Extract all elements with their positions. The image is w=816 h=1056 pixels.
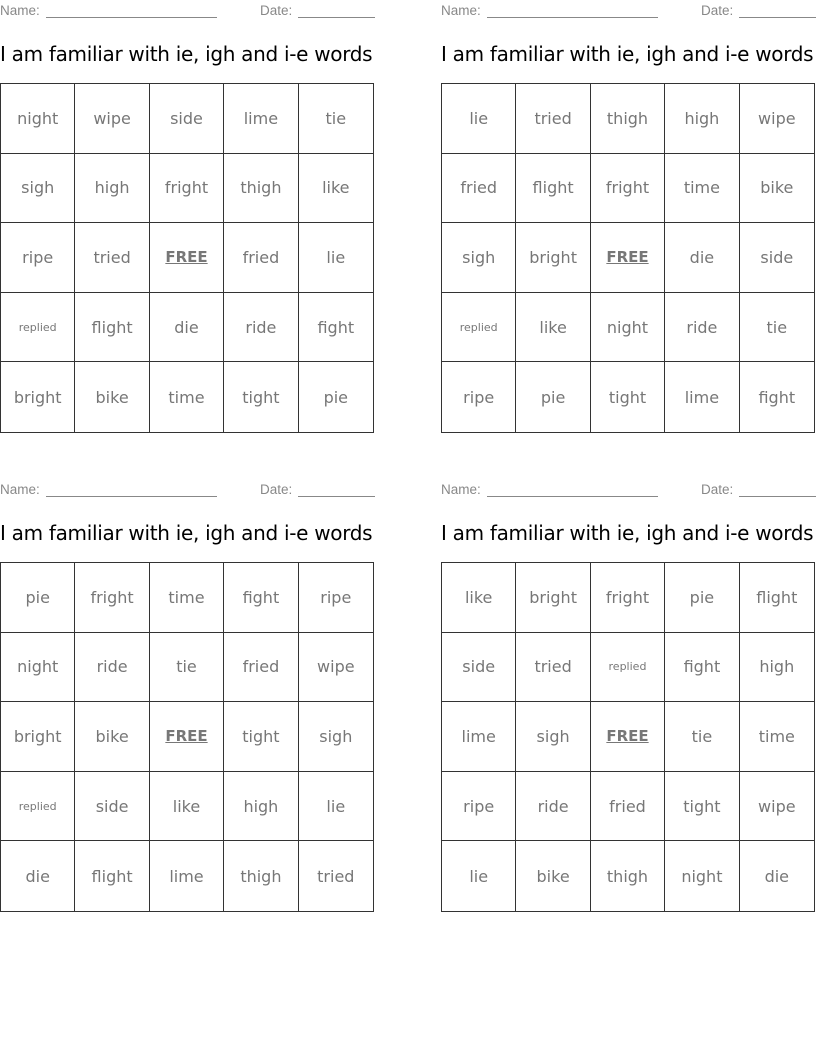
free-space-cell: FREE <box>150 223 224 293</box>
name-label: Name: <box>441 3 481 18</box>
bingo-cell: like <box>516 293 590 363</box>
bingo-cell: time <box>150 362 224 432</box>
bingo-cell: time <box>665 154 739 224</box>
bingo-cell: like <box>150 772 224 842</box>
bingo-cell: wipe <box>740 772 814 842</box>
name-label: Name: <box>441 482 481 497</box>
bingo-cell: wipe <box>299 633 373 703</box>
bingo-cell: replied <box>1 293 75 363</box>
date-blank-line <box>739 496 816 497</box>
bingo-cell: ripe <box>442 772 516 842</box>
bingo-cell: pie <box>323 387 349 407</box>
bingo-cell: flight <box>516 154 590 224</box>
bingo-cell: lime <box>150 841 224 911</box>
bingo-cell: ride <box>516 772 590 842</box>
bingo-cell: ripe <box>299 563 373 633</box>
date-label: Date: <box>701 3 734 18</box>
bingo-cell: tie <box>665 702 739 772</box>
card-header <box>441 3 816 19</box>
bingo-cell: time <box>150 563 224 633</box>
bingo-cell: bright <box>516 563 590 633</box>
bingo-cell: ripe <box>1 223 75 293</box>
bingo-cell: wipe <box>740 84 814 154</box>
bingo-cell: die <box>665 223 739 293</box>
bingo-cell: pie <box>1 563 75 633</box>
bingo-cell: side <box>740 223 814 293</box>
bingo-cell: flight <box>75 293 149 363</box>
bingo-cell: lie <box>299 223 373 293</box>
bingo-cell: thigh <box>224 841 298 911</box>
bingo-cell: thigh <box>224 154 298 224</box>
bingo-cell: side <box>442 633 516 703</box>
bingo-cell: tried <box>516 84 590 154</box>
bingo-cell: fried <box>224 633 298 703</box>
bingo-cell: thigh <box>591 84 665 154</box>
bingo-cell: flight <box>75 841 149 911</box>
bingo-cell: fried <box>591 772 665 842</box>
name-blank-line <box>487 17 658 18</box>
bingo-cell: pie <box>516 362 590 432</box>
bingo-grid <box>441 562 815 912</box>
free-space-cell: FREE <box>150 702 224 772</box>
bingo-cell: bright <box>1 702 75 772</box>
card-header <box>0 482 376 498</box>
bingo-cell: fight <box>224 563 298 633</box>
date-blank-line <box>298 496 375 497</box>
bingo-cell: tried <box>317 866 355 886</box>
bingo-cell: bike <box>75 702 149 772</box>
bingo-cell: fight <box>665 633 739 703</box>
bingo-cell: fright <box>591 563 665 633</box>
card-title: I am familiar with ie, igh and i-e words <box>0 521 373 545</box>
bingo-cell: night <box>665 841 739 911</box>
name-label: Name: <box>0 482 40 497</box>
card-title: I am familiar with ie, igh and i-e words <box>441 42 814 66</box>
bingo-cell: die <box>764 866 790 886</box>
name-blank-line <box>46 17 217 18</box>
bingo-cell: die <box>1 841 75 911</box>
bingo-cell: ride <box>665 293 739 363</box>
bingo-cell: replied <box>1 772 75 842</box>
bingo-grid <box>0 562 374 912</box>
bingo-cell: thigh <box>591 841 665 911</box>
bingo-cell: lie <box>442 84 516 154</box>
name-blank-line <box>46 496 217 497</box>
date-blank-line <box>298 17 375 18</box>
bingo-cell: fried <box>224 223 298 293</box>
bingo-cell: sigh <box>516 702 590 772</box>
bingo-cell: bike <box>740 154 814 224</box>
bingo-cell: fright <box>591 154 665 224</box>
date-label: Date: <box>260 3 293 18</box>
bingo-cell: high <box>665 84 739 154</box>
bingo-cell: replied <box>591 633 665 703</box>
bingo-cell: night <box>1 633 75 703</box>
bingo-cell: replied <box>442 293 516 363</box>
bingo-cell: pie <box>665 563 739 633</box>
bingo-cell: fright <box>150 154 224 224</box>
free-space-cell: FREE <box>591 223 665 293</box>
bingo-cell: like <box>442 563 516 633</box>
bingo-cell: lime <box>224 84 298 154</box>
bingo-cell: wipe <box>75 84 149 154</box>
bingo-cell: fright <box>75 563 149 633</box>
bingo-cell: like <box>299 154 373 224</box>
bingo-cell: sigh <box>299 702 373 772</box>
date-label: Date: <box>701 482 734 497</box>
date-blank-line <box>739 17 816 18</box>
bingo-cell: side <box>150 84 224 154</box>
bingo-cell: bright <box>1 362 75 432</box>
bingo-cell: ride <box>75 633 149 703</box>
bingo-cell: bike <box>516 841 590 911</box>
name-blank-line <box>487 496 658 497</box>
bingo-cell: lie <box>442 841 516 911</box>
bingo-grid <box>441 83 815 433</box>
card-title: I am familiar with ie, igh and i-e words <box>441 521 814 545</box>
bingo-cell: lie <box>299 772 373 842</box>
bingo-cell: tight <box>665 772 739 842</box>
bingo-cell: fight <box>758 387 796 407</box>
bingo-cell: time <box>740 702 814 772</box>
bingo-cell: tried <box>75 223 149 293</box>
bingo-cell: tie <box>299 84 373 154</box>
card-header <box>441 482 816 498</box>
bingo-cell: ride <box>224 293 298 363</box>
bingo-cell: side <box>75 772 149 842</box>
bingo-cell: tight <box>224 702 298 772</box>
bingo-cell: night <box>1 84 75 154</box>
bingo-cell: tight <box>591 362 665 432</box>
bingo-cell: tie <box>740 293 814 363</box>
bingo-cell: fight <box>299 293 373 363</box>
date-label: Date: <box>260 482 293 497</box>
bingo-cell: high <box>740 633 814 703</box>
bingo-cell: fried <box>442 154 516 224</box>
bingo-cell: night <box>591 293 665 363</box>
bingo-cell: flight <box>740 563 814 633</box>
bingo-cell: ripe <box>442 362 516 432</box>
bingo-cell: sigh <box>1 154 75 224</box>
bingo-cell: tie <box>150 633 224 703</box>
name-label: Name: <box>0 3 40 18</box>
bingo-cell: tight <box>224 362 298 432</box>
card-title: I am familiar with ie, igh and i-e words <box>0 42 373 66</box>
bingo-grid <box>0 83 374 433</box>
bingo-cell: tried <box>516 633 590 703</box>
bingo-cell: bike <box>75 362 149 432</box>
bingo-cell: die <box>150 293 224 363</box>
bingo-cell: high <box>224 772 298 842</box>
bingo-cell: lime <box>442 702 516 772</box>
bingo-cell: high <box>75 154 149 224</box>
free-space-cell: FREE <box>591 702 665 772</box>
bingo-cell: lime <box>665 362 739 432</box>
bingo-cell: bright <box>516 223 590 293</box>
card-header <box>0 3 376 19</box>
bingo-cell: sigh <box>442 223 516 293</box>
